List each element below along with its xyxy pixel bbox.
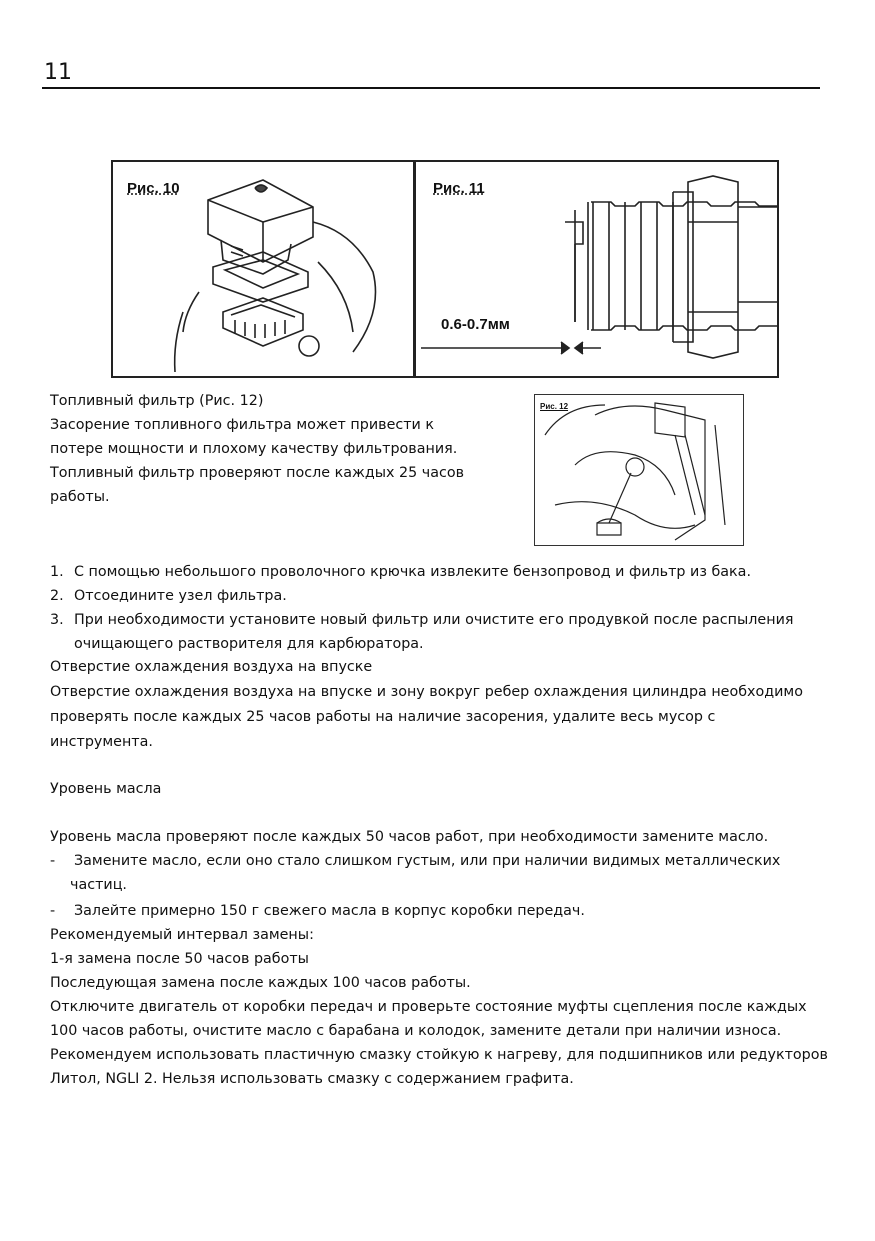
fuel-filter-line: Топливный фильтр проверяют после каждых 25 часов: [50, 465, 465, 481]
figure-12-panel: [534, 394, 744, 546]
bullet-continuation: частиц.: [70, 877, 127, 893]
list-text: С помощью небольшого проволочного крючка извлеките бензопровод и фильтр из бака.: [74, 564, 751, 580]
oil-intro: Уровень масла проверяют после каждых 50 часов работ, при необходимости замените масло.: [50, 829, 769, 845]
oil-line: Рекомендуем использовать пластичную смазку стойкую к нагреву, для подшипников или редукторов: [50, 1047, 828, 1063]
list-item-continuation: очищающего растворителя для карбюратора.: [74, 636, 424, 652]
fig10-drawing: [175, 180, 376, 372]
oil-line: 1-я замена после 50 часов работы: [50, 951, 309, 967]
fig12-label: Рис. 12: [540, 402, 569, 411]
list-number: 1.: [50, 564, 64, 580]
header-rule: [42, 87, 820, 89]
bullet-text: Залейте примерно 150 г свежего масла в корпус коробки передач.: [74, 903, 585, 919]
list-item: [50, 585, 287, 608]
list-number: 2.: [50, 588, 64, 604]
air-intake-line: проверять после каждых 25 часов работы на наличие засорения, удалите весь мусор с: [50, 709, 716, 725]
air-intake-heading: Отверстие охлаждения воздуха на впуске: [50, 659, 373, 675]
fuel-filter-line: работы.: [50, 489, 110, 505]
bullet-item: [50, 850, 780, 873]
list-text: Отсоедините узел фильтра.: [74, 588, 287, 604]
figure-panel-10-11: [111, 160, 779, 378]
fig10-label: Рис. 10: [127, 180, 180, 197]
fig12-drawing: [535, 395, 743, 545]
bullet-item: [50, 900, 585, 923]
oil-line: Последующая замена после каждых 100 часов работы.: [50, 975, 471, 991]
fig11-gap-label: 0.6-0.7мм: [441, 316, 510, 333]
oil-line: Отключите двигатель от коробки передач и проверьте состояние муфты сцепления после каждых: [50, 999, 807, 1015]
fuel-filter-line: потере мощности и плохому качеству фильтрования.: [50, 441, 458, 457]
oil-heading: Уровень масла: [50, 781, 162, 797]
fig11-label: Рис. 11: [433, 180, 485, 197]
page-number: 11: [44, 60, 72, 85]
list-item: [50, 561, 751, 584]
list-text: При необходимости установите новый фильтр или очистите его продувкой после распыления: [74, 612, 794, 628]
oil-line: Литол, NGLI 2. Нельзя использовать смазку с содержанием графита.: [50, 1071, 574, 1087]
fuel-filter-heading: Топливный фильтр (Рис. 12): [50, 393, 264, 409]
air-intake-line: инструмента.: [50, 734, 153, 750]
bullet-mark: -: [50, 853, 56, 869]
oil-line: 100 часов работы, очистите масло с барабана и колодок, замените детали при наличии износа.: [50, 1023, 782, 1039]
air-intake-line: Отверстие охлаждения воздуха на впуске и зону вокруг ребер охлаждения цилиндра необходимо: [50, 684, 803, 700]
list-item: [50, 609, 793, 632]
oil-line: Рекомендуемый интервал замены:: [50, 927, 314, 943]
bullet-mark: -: [50, 903, 56, 919]
list-number: 3.: [50, 612, 64, 628]
bullet-text: Замените масло, если оно стало слишком густым, или при наличии видимых металлических: [74, 853, 781, 869]
fuel-filter-line: Засорение топливного фильтра может привести к: [50, 417, 435, 433]
